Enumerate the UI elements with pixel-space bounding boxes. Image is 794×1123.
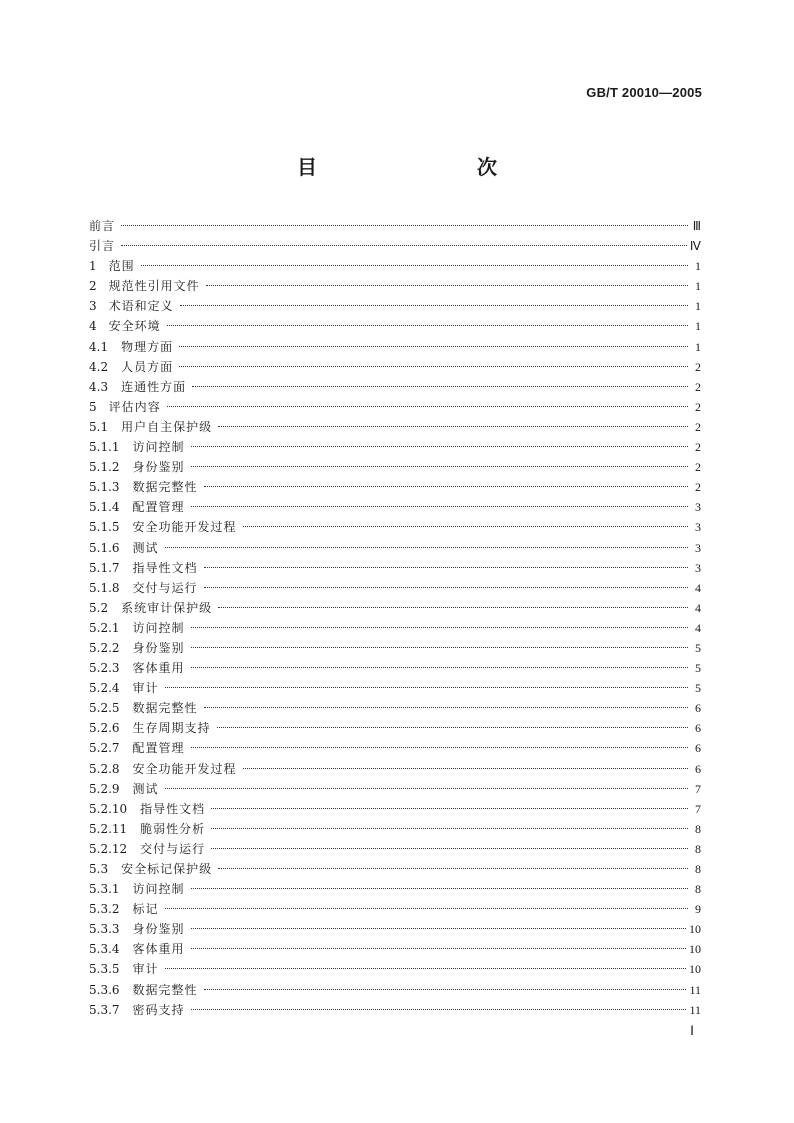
standard-code: GB/T 20010—2005	[586, 85, 702, 100]
toc-entry-title: 用户自主保护级	[121, 419, 213, 434]
dot-leader	[167, 406, 688, 407]
toc-entry[interactable]	[89, 698, 701, 718]
toc-entry[interactable]	[89, 859, 701, 879]
dot-leader	[191, 647, 688, 648]
toc-entry-number: 5.2.5	[89, 701, 120, 716]
toc-entry-title: 系统审计保护级	[121, 600, 213, 615]
toc-entry[interactable]	[89, 779, 701, 799]
toc-entry-page: 6	[695, 741, 701, 756]
table-of-contents	[89, 216, 701, 1020]
toc-entry-page: Ⅳ	[689, 239, 701, 254]
toc-entry-page: 3	[695, 520, 701, 535]
toc-entry-page: 2	[695, 440, 701, 455]
toc-entry-number: 5.3.4	[89, 942, 120, 957]
toc-entry[interactable]	[89, 598, 701, 618]
dot-leader	[180, 305, 688, 306]
dot-leader	[192, 386, 688, 387]
toc-entry-page: 8	[695, 882, 701, 897]
toc-entry[interactable]	[89, 216, 701, 236]
toc-entry-title: 交付与运行	[140, 841, 206, 856]
dot-leader	[217, 727, 688, 728]
toc-entry-number: 5.2.3	[89, 661, 120, 676]
toc-entry-title: 配置管理	[132, 500, 185, 515]
toc-entry[interactable]	[89, 578, 701, 598]
toc-entry[interactable]	[89, 799, 701, 819]
toc-entry-number: 5.2.8	[89, 761, 120, 776]
toc-entry-title: 脆弱性分析	[140, 821, 206, 836]
toc-entry-number: 5.3	[89, 862, 109, 876]
toc-entry-number: 5.3.3	[89, 922, 120, 937]
toc-entry-title: 密码支持	[132, 1002, 185, 1017]
toc-entry-page: 5	[695, 661, 701, 676]
toc-entry[interactable]	[89, 457, 701, 477]
toc-entry-page: 1	[695, 279, 701, 294]
toc-entry-number: 5.2.1	[89, 620, 120, 635]
toc-entry-number: 5.1.3	[89, 480, 120, 495]
toc-entry-title: 客体重用	[132, 942, 185, 957]
toc-entry[interactable]	[89, 1000, 701, 1020]
toc-entry-page: 2	[695, 379, 701, 394]
toc-entry[interactable]	[89, 276, 701, 296]
toc-entry-page: 6	[695, 721, 701, 736]
toc-entry[interactable]	[89, 899, 701, 919]
toc-entry[interactable]	[89, 517, 701, 537]
dot-leader	[179, 366, 688, 367]
toc-entry-title: 指导性文档	[132, 560, 198, 575]
toc-entry-number: 5.3.6	[89, 982, 120, 997]
toc-entry-number: 5.3.5	[89, 962, 120, 977]
toc-entry-title: 身份鉴别	[132, 922, 185, 937]
toc-entry-page: 8	[695, 821, 701, 836]
dot-leader	[191, 928, 686, 929]
toc-entry-number: 5.2.6	[89, 721, 120, 736]
dot-leader	[167, 325, 688, 326]
toc-entry-title: 数据完整性	[132, 701, 198, 716]
toc-entry[interactable]	[89, 437, 701, 457]
toc-entry-number: 5.1.6	[89, 540, 120, 555]
toc-entry-page: 1	[695, 339, 701, 354]
toc-entry-number: 5.1.5	[89, 520, 120, 535]
dot-leader	[204, 707, 688, 708]
toc-entry-page: 8	[695, 841, 701, 856]
toc-entry-page: 10	[689, 962, 701, 977]
toc-entry-title: 引言	[89, 239, 116, 254]
toc-entry[interactable]	[89, 558, 701, 578]
toc-entry-number: 4.2	[89, 359, 109, 374]
toc-entry-page: 7	[695, 781, 701, 796]
toc-entry-number: 5.1.1	[89, 440, 120, 455]
toc-entry[interactable]	[89, 477, 701, 497]
toc-entry-title: 标记	[132, 902, 159, 917]
toc-entry-page: 8	[695, 862, 701, 876]
page-title: 目 次	[297, 155, 537, 179]
dot-leader	[191, 747, 688, 748]
dot-leader	[191, 888, 688, 889]
toc-entry-page: 5	[695, 681, 701, 696]
toc-entry-number: 5.2.9	[89, 781, 120, 796]
toc-entry-number: 5.1	[89, 419, 109, 434]
dot-leader	[191, 627, 688, 628]
toc-entry-title: 配置管理	[132, 741, 185, 756]
toc-entry[interactable]	[89, 618, 701, 638]
toc-entry[interactable]	[89, 879, 701, 899]
toc-entry[interactable]	[89, 236, 701, 256]
toc-entry[interactable]	[89, 678, 701, 698]
toc-entry-page: 1	[695, 319, 701, 334]
toc-entry[interactable]	[89, 839, 701, 859]
toc-entry-title: 规范性引用文件	[108, 279, 200, 294]
toc-entry-title: 安全功能开发过程	[132, 520, 237, 535]
toc-entry-page: 2	[695, 460, 701, 475]
dot-leader	[204, 989, 687, 990]
toc-entry-page: 4	[695, 580, 701, 595]
toc-entry[interactable]	[89, 256, 701, 276]
toc-entry-title: 审计	[132, 681, 159, 696]
dot-leader	[191, 667, 688, 668]
toc-entry-title: 测试	[132, 781, 159, 796]
dot-leader	[165, 968, 686, 969]
toc-entry-number: 4.3	[89, 379, 109, 394]
toc-entry[interactable]	[89, 658, 701, 678]
dot-leader	[211, 828, 688, 829]
toc-entry-title: 评估内容	[108, 399, 161, 414]
toc-entry-page: 6	[695, 701, 701, 716]
dot-leader	[165, 547, 688, 548]
toc-entry-number: 5.2.2	[89, 640, 120, 655]
toc-entry-page: 5	[695, 640, 701, 655]
toc-entry-page: 3	[695, 560, 701, 575]
toc-entry-title: 访问控制	[132, 620, 185, 635]
toc-entry-page: 7	[695, 801, 701, 816]
toc-entry-page: 10	[689, 942, 701, 957]
dot-leader	[243, 526, 688, 527]
toc-entry[interactable]	[89, 538, 701, 558]
toc-entry-page: 9	[695, 902, 701, 917]
toc-entry-page: 11	[689, 982, 701, 997]
dot-leader	[191, 948, 686, 949]
toc-entry-number: 5.2.10	[89, 801, 128, 816]
toc-entry-page: 11	[689, 1002, 701, 1017]
toc-entry-page: 1	[695, 259, 701, 274]
toc-entry-title: 指导性文档	[140, 801, 206, 816]
toc-entry[interactable]	[89, 819, 701, 839]
toc-entry-page: 3	[695, 540, 701, 555]
toc-entry-number: 4.1	[89, 339, 109, 354]
toc-entry-title: 身份鉴别	[132, 460, 185, 475]
toc-entry-title: 范围	[108, 259, 135, 274]
toc-entry[interactable]	[89, 738, 701, 758]
toc-entry-number: 5.1.2	[89, 460, 120, 475]
toc-entry-title: 连通性方面	[121, 379, 187, 394]
toc-entry-page: 2	[695, 480, 701, 495]
toc-entry-number: 5.3.1	[89, 882, 120, 897]
dot-leader	[204, 486, 688, 487]
toc-entry-number: 3	[89, 299, 97, 314]
toc-entry[interactable]	[89, 316, 701, 336]
dot-leader	[191, 466, 688, 467]
dot-leader	[243, 768, 688, 769]
toc-entry[interactable]	[89, 759, 701, 779]
dot-leader	[121, 225, 688, 226]
dot-leader	[141, 265, 688, 266]
toc-entry[interactable]	[89, 980, 701, 1000]
toc-entry-page: 3	[695, 500, 701, 515]
dot-leader	[218, 426, 688, 427]
toc-entry-number: 5.3.2	[89, 902, 120, 917]
dot-leader	[121, 245, 687, 246]
toc-entry-page: 10	[689, 922, 701, 937]
toc-entry-page: 2	[695, 399, 701, 414]
dot-leader	[165, 908, 688, 909]
toc-entry-number: 5.2.7	[89, 741, 120, 756]
toc-entry-number: 4	[89, 319, 97, 334]
toc-entry[interactable]	[89, 397, 701, 417]
toc-entry[interactable]	[89, 337, 701, 357]
dot-leader	[211, 848, 688, 849]
toc-entry[interactable]	[89, 939, 701, 959]
dot-leader	[191, 1009, 687, 1010]
toc-entry[interactable]	[89, 377, 701, 397]
page-number: Ⅰ	[690, 1023, 694, 1038]
toc-entry-title: 访问控制	[132, 882, 185, 897]
toc-entry-page: 4	[695, 620, 701, 635]
toc-entry[interactable]	[89, 497, 701, 517]
toc-entry-title: 安全功能开发过程	[132, 761, 237, 776]
toc-entry-title: 物理方面	[121, 339, 174, 354]
toc-entry-page: 4	[695, 600, 701, 615]
toc-entry-title: 数据完整性	[132, 480, 198, 495]
toc-entry-page: 1	[695, 299, 701, 314]
dot-leader	[179, 346, 688, 347]
toc-entry[interactable]	[89, 919, 701, 939]
toc-entry-number: 5	[89, 399, 97, 414]
dot-leader	[211, 808, 688, 809]
toc-entry[interactable]	[89, 718, 701, 738]
toc-entry-title: 前言	[89, 219, 116, 233]
dot-leader	[218, 607, 688, 608]
dot-leader	[206, 285, 688, 286]
toc-entry-title: 交付与运行	[132, 580, 198, 595]
toc-entry[interactable]	[89, 296, 701, 316]
toc-entry-number: 5.2.4	[89, 681, 120, 696]
toc-entry-title: 安全环境	[108, 319, 161, 334]
toc-entry-title: 审计	[132, 962, 159, 977]
toc-entry-title: 客体重用	[132, 661, 185, 676]
toc-entry-number: 5.1.7	[89, 560, 120, 575]
toc-entry[interactable]	[89, 959, 701, 979]
toc-entry-title: 访问控制	[132, 440, 185, 455]
toc-entry-page: Ⅲ	[692, 219, 701, 233]
toc-entry-title: 生存周期支持	[132, 721, 211, 736]
dot-leader	[204, 587, 688, 588]
toc-entry-title: 安全标记保护级	[121, 862, 213, 876]
toc-entry[interactable]	[89, 357, 701, 377]
toc-entry-number: 5.2.12	[89, 841, 128, 856]
dot-leader	[191, 446, 688, 447]
dot-leader	[204, 567, 688, 568]
toc-entry-number: 5.1.8	[89, 580, 120, 595]
dot-leader	[165, 687, 688, 688]
toc-entry-page: 2	[695, 419, 701, 434]
toc-entry-number: 5.3.7	[89, 1002, 120, 1017]
toc-entry-number: 5.2.11	[89, 821, 128, 836]
toc-entry-title: 人员方面	[121, 359, 174, 374]
toc-entry-title: 术语和定义	[108, 299, 174, 314]
dot-leader	[218, 868, 688, 869]
toc-entry-title: 身份鉴别	[132, 640, 185, 655]
dot-leader	[191, 506, 688, 507]
toc-entry-number: 5.1.4	[89, 500, 120, 515]
toc-entry-number: 2	[89, 279, 97, 294]
toc-entry-page: 2	[695, 359, 701, 374]
toc-entry-number: 5.2	[89, 600, 109, 615]
toc-entry[interactable]	[89, 417, 701, 437]
toc-entry-title: 数据完整性	[132, 982, 198, 997]
toc-entry-title: 测试	[132, 540, 159, 555]
toc-entry-page: 6	[695, 761, 701, 776]
toc-entry-number: 1	[89, 259, 97, 274]
toc-entry[interactable]	[89, 638, 701, 658]
dot-leader	[165, 788, 688, 789]
